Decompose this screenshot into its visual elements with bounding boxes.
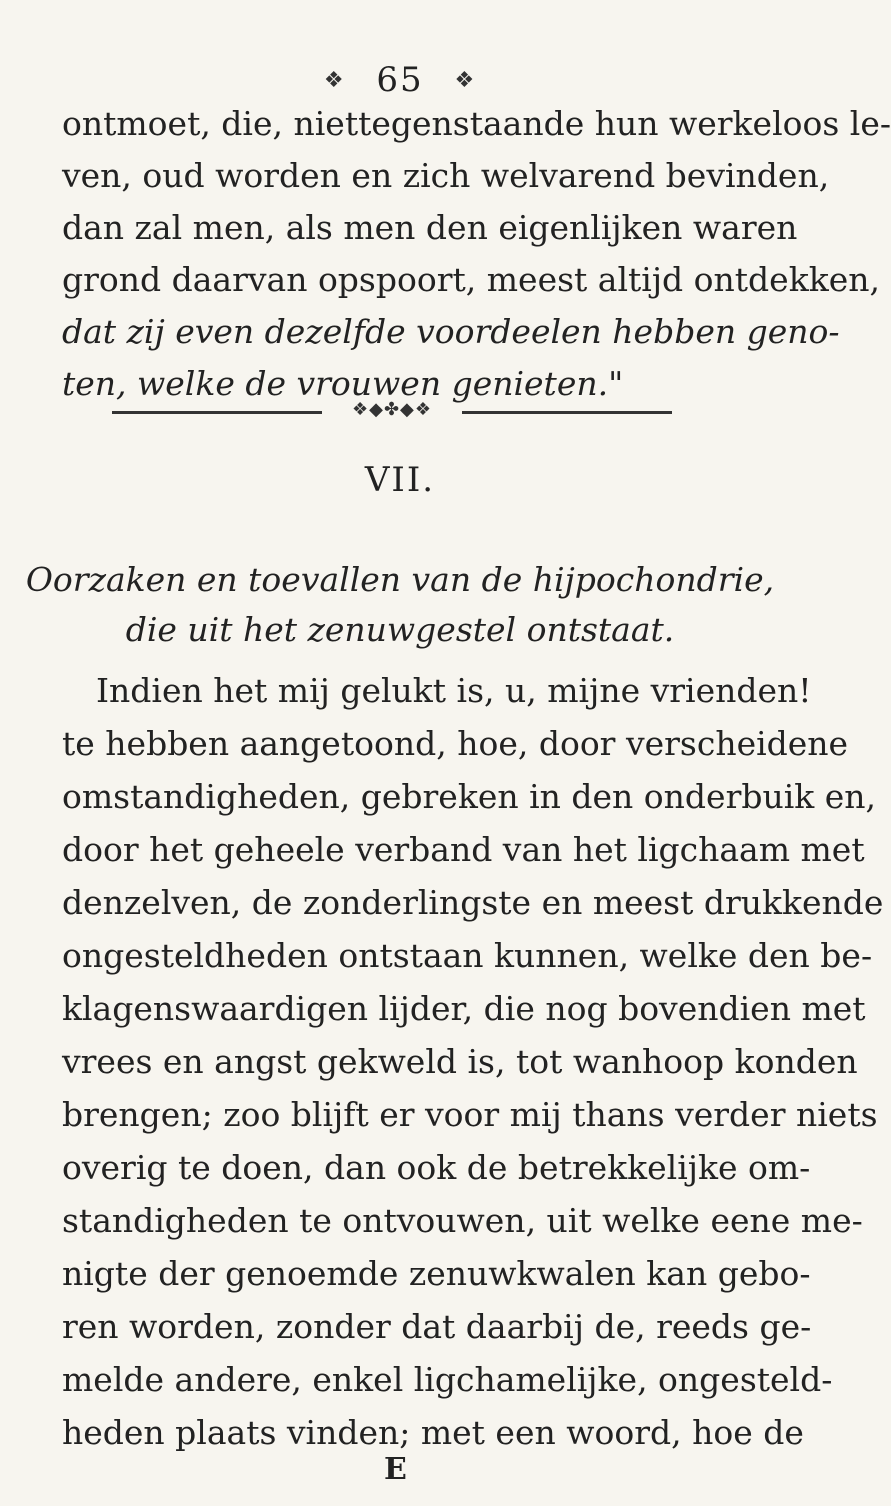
text-line: te hebben aangetoond, hoe, door verscheidene: [62, 724, 849, 763]
text-line: overig te doen, dan ook de betrekkelijke om-: [62, 1148, 811, 1187]
text-line-italic: ten, welke de vrouwen genieten.": [62, 364, 624, 403]
text-line: melde andere, enkel ligchamelijke, ongesteld-: [62, 1360, 833, 1399]
text-line: denzelven, de zonderlingste en meest drukkende: [62, 883, 884, 922]
text-line: standigheden te ontvouwen, uit welke eene me-: [62, 1201, 863, 1240]
text-line: ren worden, zonder dat daarbij de, reeds ge-: [62, 1307, 812, 1346]
text-line: vrees en angst gekweld is, tot wanhoop konden: [62, 1042, 858, 1081]
chapter-title-line-1: Oorzaken en toevallen van de hijpochondrie,: [25, 560, 775, 599]
chapter-number: VII.: [364, 460, 436, 500]
page-number: 65: [376, 60, 424, 100]
section-divider: [112, 399, 672, 420]
divider-ornament-icon: ❖◆✤◆❖: [351, 399, 433, 420]
text-line: ven, oud worden en zich welvarend bevinden,: [62, 156, 830, 195]
page-header: [0, 58, 800, 100]
text-line: ontmoet, die, niettegenstaande hun werkeloos le-: [62, 104, 891, 143]
text-line: klagenswaardigen lijder, die nog bovendien met: [62, 989, 866, 1028]
text-line: door het geheele verband van het ligchaam met: [62, 830, 865, 869]
ornament-left-icon: ❖: [323, 67, 346, 93]
divider-rule-left: [112, 411, 322, 414]
text-line: Indien het mij gelukt is, u, mijne vrienden!: [96, 671, 812, 710]
ornament-right-icon: ❖: [454, 67, 477, 93]
chapter-title-line-2: die uit het zenuwgestel ontstaat.: [125, 610, 675, 649]
text-line: dan zal men, als men den eigenlijken waren: [62, 208, 798, 247]
text-line: nigte der genoemde zenuwkwalen kan gebo-: [62, 1254, 811, 1293]
divider-rule-right: [462, 411, 672, 414]
text-line: omstandigheden, gebreken in den onderbuik en,: [62, 777, 877, 816]
signature-mark: E: [384, 1452, 407, 1487]
text-line: grond daarvan opspoort, meest altijd ontdekken,: [62, 260, 880, 299]
text-line: brengen; zoo blijft er voor mij thans verder niets: [62, 1095, 878, 1134]
text-line-italic: dat zij even dezelfde voordeelen hebben geno-: [62, 312, 840, 351]
text-line: heden plaats vinden; met een woord, hoe de: [62, 1413, 804, 1452]
text-line: ongesteldheden ontstaan kunnen, welke den be-: [62, 936, 873, 975]
